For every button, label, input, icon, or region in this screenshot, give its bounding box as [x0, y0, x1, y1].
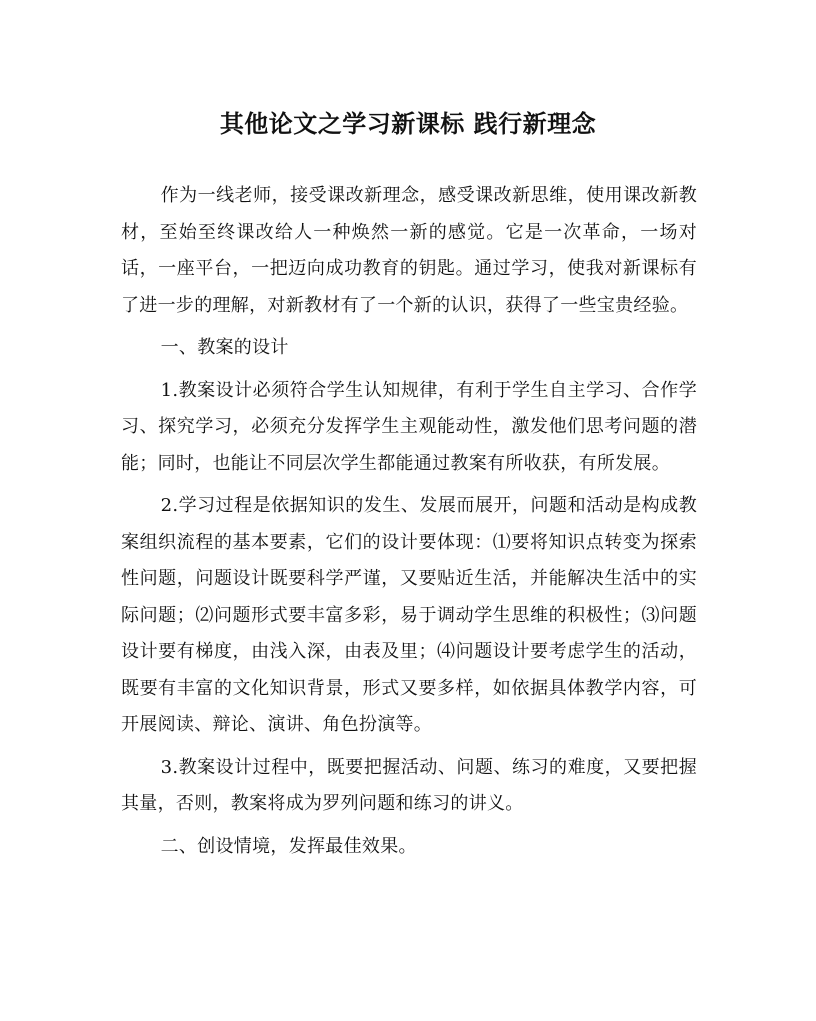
paragraph-point-3: 3.教案设计过程中，既要把握活动、问题、练习的难度，又要把握其量，否则，教案将成为罗列问题和练习的讲义。	[121, 756, 697, 814]
paragraph-point-2: 2.学习过程是依据知识的发生、发展而展开，问题和活动是构成教案组织流程的基本要素，它们的设计要体现：⑴要将知识点转变为探索性问题，问题设计既要科学严谨，又要贴近生活，并能解决生活中的实际问题；⑵问题形式要丰富多彩，易于调动学生思维的积极性；⑶问题设计要有梯度，由浅入深，由表及里；⑷问题设计要考虑学生的活动，既要有丰富的文化知识背景，形式又要多样，如依据具体教学内容，可开展阅读、辩论、演讲、角色扮演等。	[121, 495, 697, 735]
paragraph-point-1: 1.教案设计必须符合学生认知规律，有利于学生自主学习、合作学习、探究学习，必须充分发挥学生主观能动性，激发他们思考问题的潜能；同时，也能让不同层次学生都能通过教案有所收获，有所发展。	[121, 379, 697, 474]
section-heading-lesson-design: 一、教案的设计	[160, 337, 289, 358]
document-body	[121, 178, 697, 865]
section-heading-situations: 二、创设情境，发挥最佳效果。	[160, 835, 417, 857]
document-title: 其他论文之学习新课标 践行新理念	[219, 109, 597, 138]
paragraph-intro: 作为一线老师，接受课改新理念，感受课改新思维，使用课改新教材，至始至终课改给人一种焕然一新的感觉。它是一次革命，一场对话，一座平台，一把迈向成功教育的钥匙。通过学习，使我对新课标有了进一步的理解，对新教材有了一个新的认识，获得了一些宝贵经验。	[121, 185, 697, 316]
